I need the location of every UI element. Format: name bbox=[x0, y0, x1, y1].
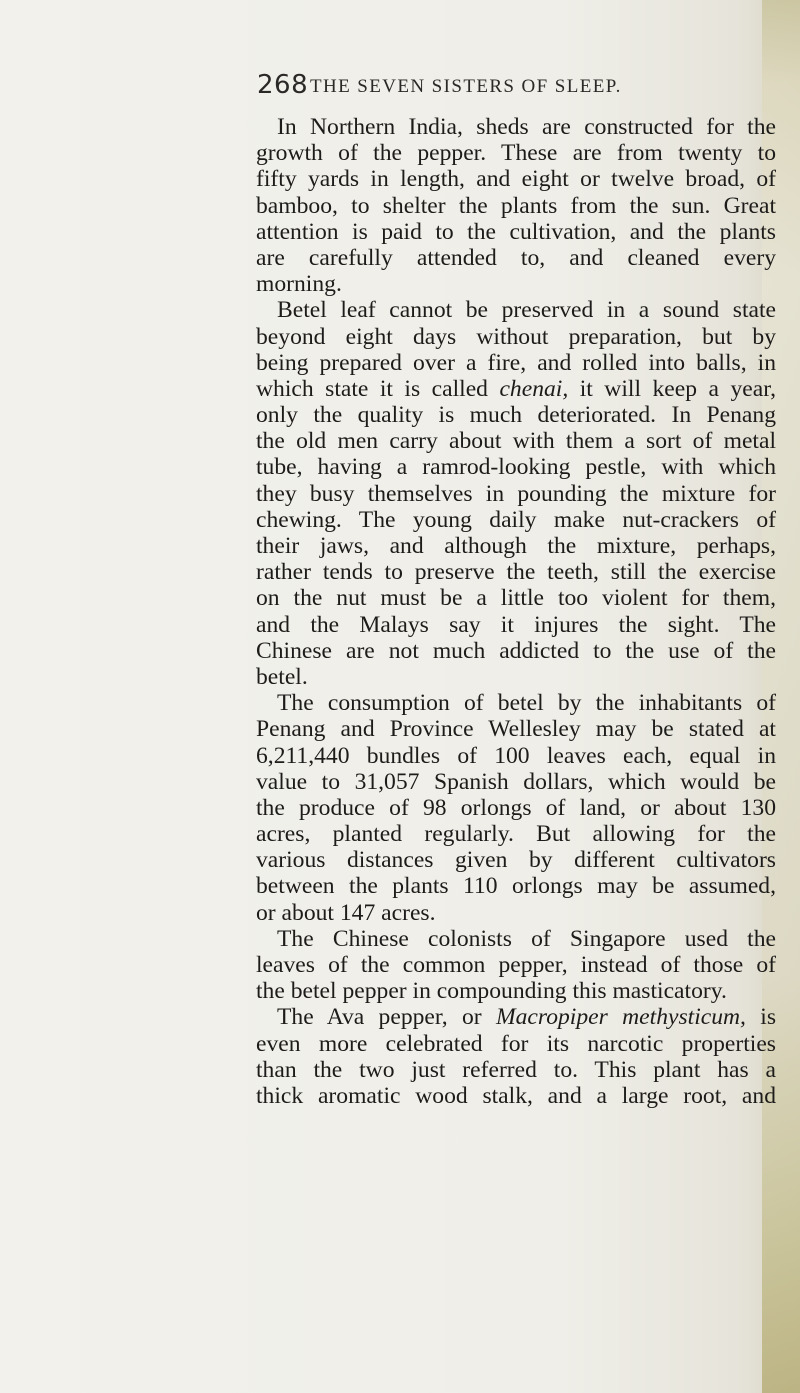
text-line: value to 31,057 Spanish dollars, which would be bbox=[256, 768, 776, 795]
text-segment: which state it is called bbox=[256, 375, 500, 402]
text-segment: is bbox=[745, 1004, 777, 1031]
text-line: In Northern India, sheds are constructed for the bbox=[277, 114, 776, 140]
text-line: and the Malays say it injures the sight. The bbox=[256, 611, 776, 638]
text-line: even more celebrated for its narcotic properties bbox=[256, 1030, 776, 1057]
text-line: The consumption of betel by the inhabitants of bbox=[277, 690, 776, 717]
text-line: rather tends to preserve the teeth, still the exercise bbox=[256, 559, 776, 586]
italic-term-chenai: chenai, bbox=[499, 375, 569, 402]
text-line: only the quality is much deteriorated. In Penang bbox=[256, 402, 776, 429]
text-line: growth of the pepper. These are from twenty to bbox=[256, 140, 776, 167]
text-line: Penang and Province Wellesley may be stated at bbox=[256, 716, 776, 743]
running-title: THE SEVEN SISTERS OF SLEEP. bbox=[310, 76, 622, 97]
text-line-with-italic bbox=[256, 376, 776, 402]
text-line: morning. bbox=[256, 271, 342, 298]
text-line: or about 147 acres. bbox=[256, 899, 436, 926]
text-line: chewing. The young daily make nut-crackers of bbox=[256, 506, 776, 533]
italic-term-macropiper: Macropiper methysticum, bbox=[495, 1004, 746, 1031]
text-line: various distances given by different cultivators bbox=[256, 847, 776, 874]
text-line: beyond eight days without preparation, but by bbox=[256, 323, 776, 350]
text-line: acres, planted regularly. But allowing for the bbox=[256, 821, 776, 848]
text-segment: it will keep a year, bbox=[568, 375, 777, 402]
text-line: attention is paid to the cultivation, and the plants bbox=[256, 218, 776, 245]
text-line: are carefully attended to, and cleaned every bbox=[256, 244, 776, 271]
text-line: 6,211,440 bundles of 100 leaves each, equal in bbox=[256, 742, 776, 769]
text-line: Betel leaf cannot be preserved in a sound state bbox=[277, 297, 776, 324]
body-text bbox=[256, 114, 776, 1109]
text-line: their jaws, and although the mixture, perhaps, bbox=[256, 533, 776, 559]
text-line: the old men carry about with them a sort of metal bbox=[256, 428, 776, 455]
text-line: on the nut must be a little too violent for them, bbox=[256, 585, 776, 612]
text-line: leaves of the common pepper, instead of those of bbox=[256, 952, 776, 978]
text-line: fifty yards in length, and eight or twelve broad, of bbox=[256, 166, 776, 193]
text-line: tube, having a ramrod-looking pestle, with which bbox=[256, 454, 776, 481]
text-line: the betel pepper in compounding this masticatory. bbox=[256, 978, 727, 1005]
text-line: being prepared over a fire, and rolled into balls, in bbox=[256, 349, 776, 376]
text-line: between the plants 110 orlongs may be assumed, bbox=[256, 873, 776, 900]
text-line: they busy themselves in pounding the mixture for bbox=[256, 480, 776, 507]
text-line: bamboo, to shelter the plants from the sun. Great bbox=[256, 192, 776, 219]
text-line: betel. bbox=[256, 663, 308, 690]
text-line: Chinese are not much addicted to the use of the bbox=[256, 637, 776, 664]
text-line: the produce of 98 orlongs of land, or about 130 bbox=[256, 794, 776, 821]
text-line: than the two just referred to. This plant has a bbox=[256, 1056, 776, 1083]
text-line: The Chinese colonists of Singapore used the bbox=[277, 925, 776, 952]
text-segment: The Ava pepper, or bbox=[277, 1004, 496, 1031]
text-line: thick aromatic wood stalk, and a large root, and bbox=[256, 1082, 776, 1109]
page-number: 268 bbox=[257, 70, 309, 100]
text-line-with-italic bbox=[256, 1004, 776, 1030]
